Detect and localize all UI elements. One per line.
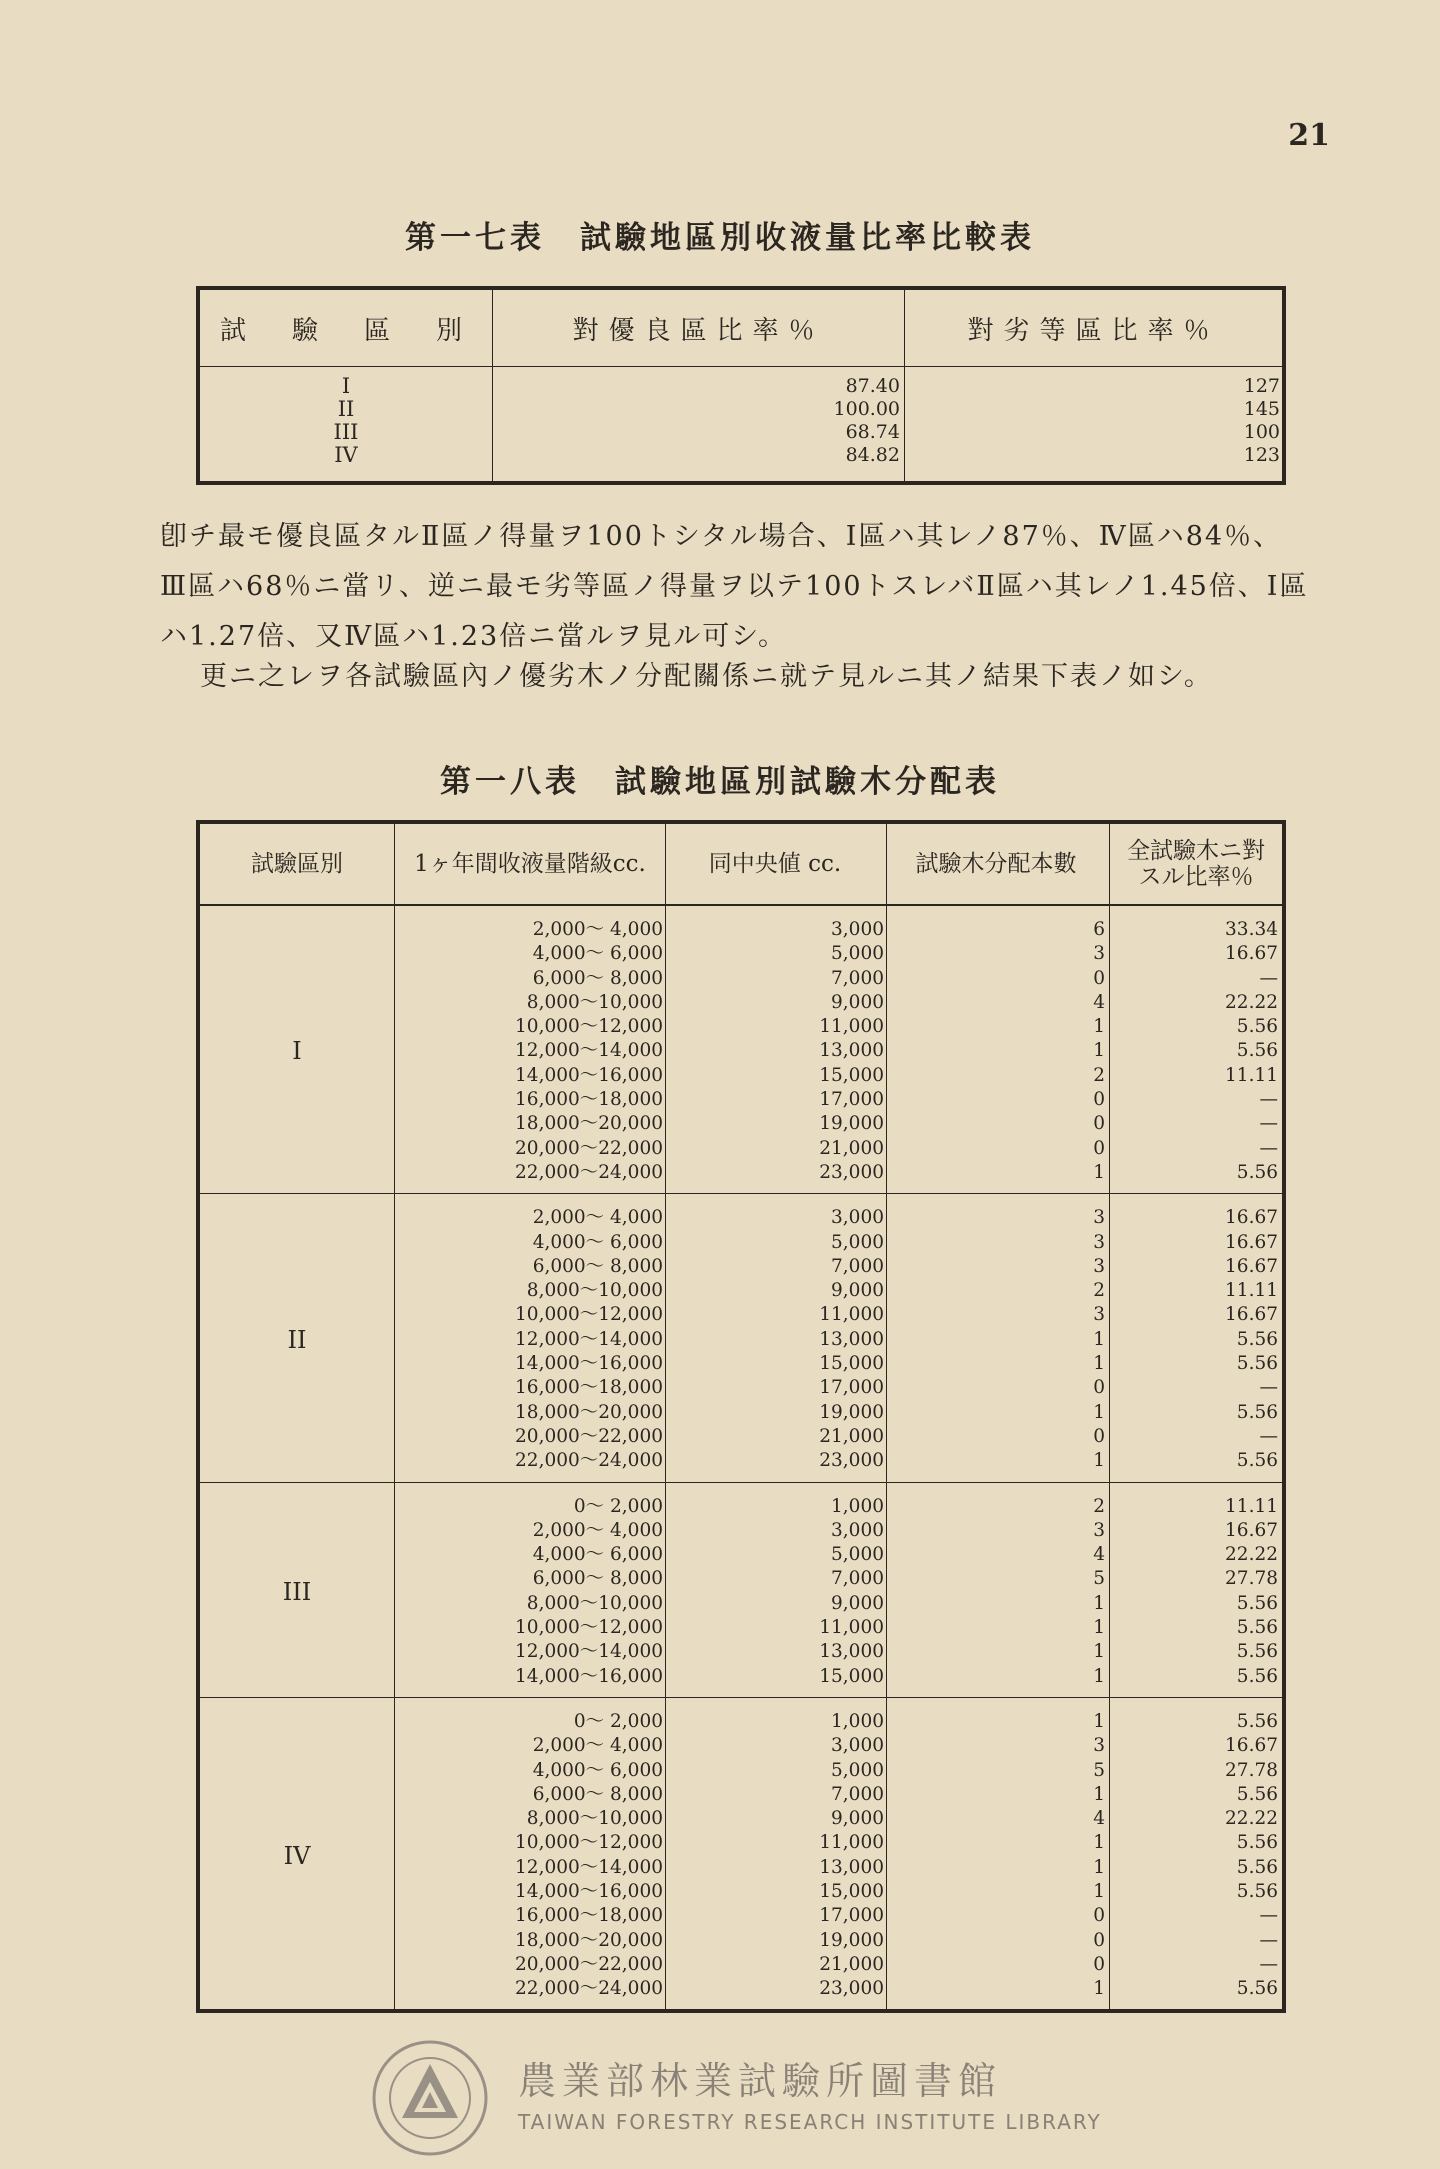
table18-ratio-column — [1110, 1697, 1285, 2011]
table17-header-row — [198, 288, 1284, 367]
table18-cell: 5.56 — [1236, 1832, 1278, 1854]
table18-cell: 4 — [1093, 1544, 1105, 1566]
table18-cell: 1 — [1093, 1641, 1105, 1663]
table18-cell: 1 — [1093, 1856, 1105, 1878]
table17-cell: IV — [334, 443, 358, 467]
table18-zone-label: II — [198, 1194, 395, 1482]
table18-cell: 8,000～10,000 — [526, 1808, 663, 1830]
table17-cell: 87.40 — [845, 375, 900, 397]
table17-vs-poor-column — [905, 367, 1285, 484]
table18-cell: 1 — [1093, 1401, 1105, 1423]
table17-cell: II — [337, 397, 355, 421]
table18-cell: 5.56 — [1236, 1401, 1278, 1423]
table17-cell: 68.74 — [845, 421, 900, 443]
table18-cell: 6 — [1093, 919, 1105, 940]
table18-cell: 22.22 — [1225, 991, 1278, 1013]
table18-cell: 20,000～22,000 — [515, 1953, 663, 1975]
table17-header-zone: 試 驗 區 別 — [198, 288, 493, 367]
table18-cell: 15,000 — [819, 1353, 884, 1375]
table18-cell: 17,000 — [819, 1377, 884, 1399]
table18-cell: 19,000 — [819, 1401, 884, 1423]
table18-zone-section — [198, 1697, 1284, 2011]
table18-cell: 16.67 — [1225, 1255, 1278, 1277]
table17-cell: 123 — [1243, 444, 1280, 466]
table18-cell: 6,000～ 8,000 — [532, 1255, 663, 1277]
table18-cell: 5,000 — [831, 1231, 884, 1253]
table18-cell: 11,000 — [819, 1016, 884, 1038]
table18-cell: 16.67 — [1225, 943, 1278, 965]
table18-cell: — — [1259, 1953, 1278, 1975]
table18-cell: 0～ 2,000 — [573, 1710, 663, 1732]
table18-header-ratio: 全試驗木ニ對スル比率％ — [1110, 822, 1285, 905]
table18-zone-section — [198, 905, 1284, 1194]
table18-cell: 1 — [1093, 1832, 1105, 1854]
table18-cell: 0～ 2,000 — [573, 1495, 663, 1517]
table17-cell: 145 — [1243, 398, 1280, 420]
table18-cell: 8,000～10,000 — [526, 1280, 663, 1302]
table18-cell: 1 — [1093, 1016, 1105, 1038]
table18-cell: 5.56 — [1236, 1353, 1278, 1375]
table17-zone-column — [198, 367, 493, 484]
table18-cell: 22,000～24,000 — [515, 1161, 663, 1183]
table18-cell: 1 — [1093, 1450, 1105, 1472]
table18-cell: 22,000～24,000 — [515, 1978, 663, 2000]
table18-cell: 4 — [1093, 991, 1105, 1013]
table18-zone-section — [198, 1194, 1284, 1482]
table18-cell: 17,000 — [819, 1905, 884, 1927]
paragraph-2: 更ニ之レヲ各試驗區內ノ優劣木ノ分配關係ニ就テ見ルニ其ノ結果下表ノ如シ。 — [200, 661, 1213, 692]
institute-seal-icon — [370, 2038, 490, 2158]
table18-cell: 22.22 — [1225, 1544, 1278, 1566]
table18-ratio-column — [1110, 905, 1285, 1194]
table18-cell: 10,000～12,000 — [515, 1832, 663, 1854]
table18-cell: 1 — [1093, 1161, 1105, 1183]
table18-cell: 5.56 — [1236, 1665, 1278, 1687]
table18-cell: 21,000 — [819, 1425, 884, 1447]
table18-cell: 19,000 — [819, 1929, 884, 1951]
table18-cell: 7,000 — [831, 1783, 884, 1805]
table18-cell: 13,000 — [819, 1641, 884, 1663]
table18-cell: 12,000～14,000 — [515, 1856, 663, 1878]
table18-cell: 15,000 — [819, 1880, 884, 1902]
table18-cell: 5,000 — [831, 1759, 884, 1781]
table18-class-column — [395, 1697, 666, 2011]
table18-cell: 3 — [1093, 1207, 1105, 1229]
table17-cell: I — [341, 374, 351, 398]
table18-cell: 6,000～ 8,000 — [532, 1568, 663, 1590]
table18-cell: 12,000～14,000 — [515, 1040, 663, 1062]
table17-cell: 127 — [1243, 375, 1280, 397]
table18-cell: 1,000 — [831, 1495, 884, 1517]
table18-cell: 7,000 — [831, 967, 884, 989]
table18-cell: 9,000 — [831, 1808, 884, 1830]
table18-cell: 21,000 — [819, 1137, 884, 1159]
table18-cell: 16.67 — [1225, 1519, 1278, 1541]
table18-cell: — — [1259, 1377, 1278, 1399]
table18-cell: 9,000 — [831, 991, 884, 1013]
table18-cell: 3,000 — [831, 919, 884, 940]
table18-cell: 4 — [1093, 1808, 1105, 1830]
table18-zone-label: I — [198, 905, 395, 1194]
table18-cell: 0 — [1093, 1905, 1105, 1927]
table18-cell: 0 — [1093, 1953, 1105, 1975]
table18-cell: 16.67 — [1225, 1304, 1278, 1326]
table18-cell: 5.56 — [1236, 1880, 1278, 1902]
table18-cell: 2,000～ 4,000 — [532, 1519, 663, 1541]
table17-cell: 100 — [1243, 421, 1280, 443]
table18-cell: 8,000～10,000 — [526, 1592, 663, 1614]
table18-cell: 5.56 — [1236, 1328, 1278, 1350]
table18-cell: 11,000 — [819, 1617, 884, 1639]
table18-cell: 17,000 — [819, 1089, 884, 1111]
table18-cell: 16,000～18,000 — [515, 1905, 663, 1927]
table18-cell: 4,000～ 6,000 — [532, 1759, 663, 1781]
table18-cell: 4,000～ 6,000 — [532, 1544, 663, 1566]
table18-cell: 3,000 — [831, 1207, 884, 1229]
table18-header-zone: 試驗區別 — [198, 822, 395, 905]
table18-cell: 2,000～ 4,000 — [532, 1735, 663, 1757]
table18-cell: 0 — [1093, 1113, 1105, 1135]
table18-cell: 22,000～24,000 — [515, 1450, 663, 1472]
table18-cell: 4,000～ 6,000 — [532, 943, 663, 965]
table17 — [196, 286, 1286, 485]
table18-cell: 27.78 — [1225, 1568, 1278, 1590]
table18-cell: 15,000 — [819, 1665, 884, 1687]
table18-cell: 10,000～12,000 — [515, 1304, 663, 1326]
table18-median-column — [666, 1482, 887, 1697]
table18-cell: 14,000～16,000 — [515, 1353, 663, 1375]
table18-cell: 12,000～14,000 — [515, 1641, 663, 1663]
table18-cell: 5.56 — [1236, 1641, 1278, 1663]
table18-cell: — — [1259, 967, 1278, 989]
library-name-english: TAIWAN FORESTRY RESEARCH INSTITUTE LIBRARY — [518, 2110, 1102, 2134]
table18-cell: 16,000～18,000 — [515, 1377, 663, 1399]
table18-cell: 16.67 — [1225, 1207, 1278, 1229]
table18-cell: 4,000～ 6,000 — [532, 1231, 663, 1253]
table18-cell: 20,000～22,000 — [515, 1137, 663, 1159]
table18-cell: 0 — [1093, 967, 1105, 989]
table18-cell: 23,000 — [819, 1450, 884, 1472]
table17-title: 第一七表 試驗地區別收液量比率比較表 — [405, 220, 1035, 256]
table18-cell: 21,000 — [819, 1953, 884, 1975]
table18-median-column — [666, 1194, 887, 1482]
table18-cell: 11,000 — [819, 1304, 884, 1326]
table18-cell: 5.56 — [1236, 1783, 1278, 1805]
table17-body-row — [198, 367, 1284, 484]
table18-cell: 3,000 — [831, 1735, 884, 1757]
table18-header-class: 1ヶ年間收液量階級cc. — [395, 822, 666, 905]
table18-cell: 3 — [1093, 943, 1105, 965]
paragraph-1: 卽チ最モ優良區タルⅡ區ノ得量ヲ100トシタル場合、Ⅰ區ハ其レノ87％、Ⅳ區ハ84％、Ⅲ區ハ68％ニ當リ、逆ニ最モ劣等區ノ得量ヲ以テ100トスレバⅡ區ハ其レノ1.45倍、Ⅰ區ハ1.27倍、又Ⅳ區ハ1.23倍ニ當ルヲ見ル可シ。 — [160, 521, 1309, 652]
table18-cell: 5 — [1093, 1568, 1105, 1590]
table18-header-median: 同中央値 cc. — [666, 822, 887, 905]
table18-cell: 33.34 — [1225, 919, 1278, 940]
table18-cell: 16.67 — [1225, 1231, 1278, 1253]
table18-count-column — [887, 905, 1110, 1194]
table18-cell: 23,000 — [819, 1978, 884, 2000]
table18-cell: — — [1259, 1137, 1278, 1159]
table18-cell: 1 — [1093, 1353, 1105, 1375]
table18-cell: 1 — [1093, 1328, 1105, 1350]
table18-cell: 2 — [1093, 1495, 1105, 1517]
table18-class-column — [395, 905, 666, 1194]
table18-cell: 0 — [1093, 1929, 1105, 1951]
table18-cell: 0 — [1093, 1425, 1105, 1447]
table18-cell: 23,000 — [819, 1161, 884, 1183]
table18-cell: 2 — [1093, 1280, 1105, 1302]
table18-cell: 0 — [1093, 1089, 1105, 1111]
table18-cell: 9,000 — [831, 1280, 884, 1302]
table18-count-column — [887, 1194, 1110, 1482]
table18-cell: 16.67 — [1225, 1735, 1278, 1757]
table18-cell: 5.56 — [1236, 1040, 1278, 1062]
table18-cell: 2,000～ 4,000 — [532, 919, 663, 940]
table18-cell: 1 — [1093, 1710, 1105, 1732]
table18-class-column — [395, 1194, 666, 1482]
table17-cell: 84.82 — [845, 444, 900, 466]
table18-cell: 1 — [1093, 1783, 1105, 1805]
table18-cell: 9,000 — [831, 1592, 884, 1614]
table18-cell: 14,000～16,000 — [515, 1880, 663, 1902]
table17-header-vs-poor: 對劣等區比率％ — [905, 288, 1285, 367]
table18-cell: 12,000～14,000 — [515, 1328, 663, 1350]
table18-cell: 1 — [1093, 1880, 1105, 1902]
table18-cell: 5.56 — [1236, 1710, 1278, 1732]
table17-header-vs-good: 對優良區比率％ — [493, 288, 905, 367]
table18-cell: 10,000～12,000 — [515, 1617, 663, 1639]
library-name-chinese: 農業部林業試驗所圖書館 — [518, 2059, 1003, 2103]
table18-cell: — — [1259, 1089, 1278, 1111]
table18-cell: 5.56 — [1236, 1161, 1278, 1183]
table18-cell: 19,000 — [819, 1113, 884, 1135]
table18-cell: 11,000 — [819, 1832, 884, 1854]
table18-cell: 5,000 — [831, 943, 884, 965]
table18-median-column — [666, 1697, 887, 2011]
table18-cell: 5.56 — [1236, 1617, 1278, 1639]
table18-title: 第一八表 試驗地區別試驗木分配表 — [440, 764, 1000, 800]
table18-cell: 3 — [1093, 1255, 1105, 1277]
table18-cell: 8,000～10,000 — [526, 991, 663, 1013]
table18-cell: 18,000～20,000 — [515, 1401, 663, 1423]
table18-cell: 14,000～16,000 — [515, 1665, 663, 1687]
table18-cell: 1 — [1093, 1592, 1105, 1614]
table18-cell: 5.56 — [1236, 1978, 1278, 2000]
table18-cell: 3 — [1093, 1519, 1105, 1541]
table18-cell: 22.22 — [1225, 1808, 1278, 1830]
table18-cell: 0 — [1093, 1137, 1105, 1159]
table18-cell: 14,000～16,000 — [515, 1064, 663, 1086]
table18-header-count: 試驗木分配本數 — [887, 822, 1110, 905]
table18-cell: 13,000 — [819, 1040, 884, 1062]
table18-cell: 11.11 — [1225, 1495, 1278, 1517]
table18-cell: 5 — [1093, 1759, 1105, 1781]
table18-cell: 20,000～22,000 — [515, 1425, 663, 1447]
table18-cell: 18,000～20,000 — [515, 1113, 663, 1135]
table18-cell: — — [1259, 1425, 1278, 1447]
table18-cell: 7,000 — [831, 1568, 884, 1590]
table18-cell: 3,000 — [831, 1519, 884, 1541]
table18-cell: 0 — [1093, 1377, 1105, 1399]
table18-cell: 6,000～ 8,000 — [532, 1783, 663, 1805]
table18-cell: 5.56 — [1236, 1450, 1278, 1472]
table18-cell: 7,000 — [831, 1255, 884, 1277]
table18-zone-label: IV — [198, 1697, 395, 2011]
table18-cell: 15,000 — [819, 1064, 884, 1086]
table18-cell: 16,000～18,000 — [515, 1089, 663, 1111]
table17-vs-good-column — [493, 367, 905, 484]
table18-cell: 1 — [1093, 1665, 1105, 1687]
table18-cell: — — [1259, 1929, 1278, 1951]
table18-cell: 5.56 — [1236, 1856, 1278, 1878]
table18-count-column — [887, 1482, 1110, 1697]
page-number: 21 — [1288, 118, 1330, 153]
table18-cell: 13,000 — [819, 1328, 884, 1350]
table18 — [196, 820, 1286, 2013]
table17-cell: 100.00 — [833, 398, 900, 420]
table18-cell: 3 — [1093, 1231, 1105, 1253]
table18-cell: 5.56 — [1236, 1592, 1278, 1614]
table18-cell: 3 — [1093, 1735, 1105, 1757]
table18-cell: 1 — [1093, 1978, 1105, 2000]
table18-cell: 2,000～ 4,000 — [532, 1207, 663, 1229]
table18-ratio-column — [1110, 1194, 1285, 1482]
table18-cell: 5,000 — [831, 1544, 884, 1566]
table18-cell: 27.78 — [1225, 1759, 1278, 1781]
table18-cell: 5.56 — [1236, 1016, 1278, 1038]
table18-count-column — [887, 1697, 1110, 2011]
table18-median-column — [666, 905, 887, 1194]
table18-zone-label: III — [198, 1482, 395, 1697]
table18-header-row — [198, 822, 1284, 905]
table18-cell: 1 — [1093, 1617, 1105, 1639]
table18-cell: — — [1259, 1113, 1278, 1135]
table18-ratio-column — [1110, 1482, 1285, 1697]
table18-cell: 10,000～12,000 — [515, 1016, 663, 1038]
table18-cell: — — [1259, 1905, 1278, 1927]
table18-cell: 11.11 — [1225, 1064, 1278, 1086]
table18-cell: 11.11 — [1225, 1280, 1278, 1302]
table18-cell: 13,000 — [819, 1856, 884, 1878]
table18-cell: 2 — [1093, 1064, 1105, 1086]
table17-cell: III — [333, 420, 359, 444]
table18-class-column — [395, 1482, 666, 1697]
table18-cell: 6,000～ 8,000 — [532, 967, 663, 989]
table18-cell: 18,000～20,000 — [515, 1929, 663, 1951]
table18-cell: 1 — [1093, 1040, 1105, 1062]
table18-cell: 1,000 — [831, 1710, 884, 1732]
table18-cell: 3 — [1093, 1304, 1105, 1326]
table18-zone-section — [198, 1482, 1284, 1697]
